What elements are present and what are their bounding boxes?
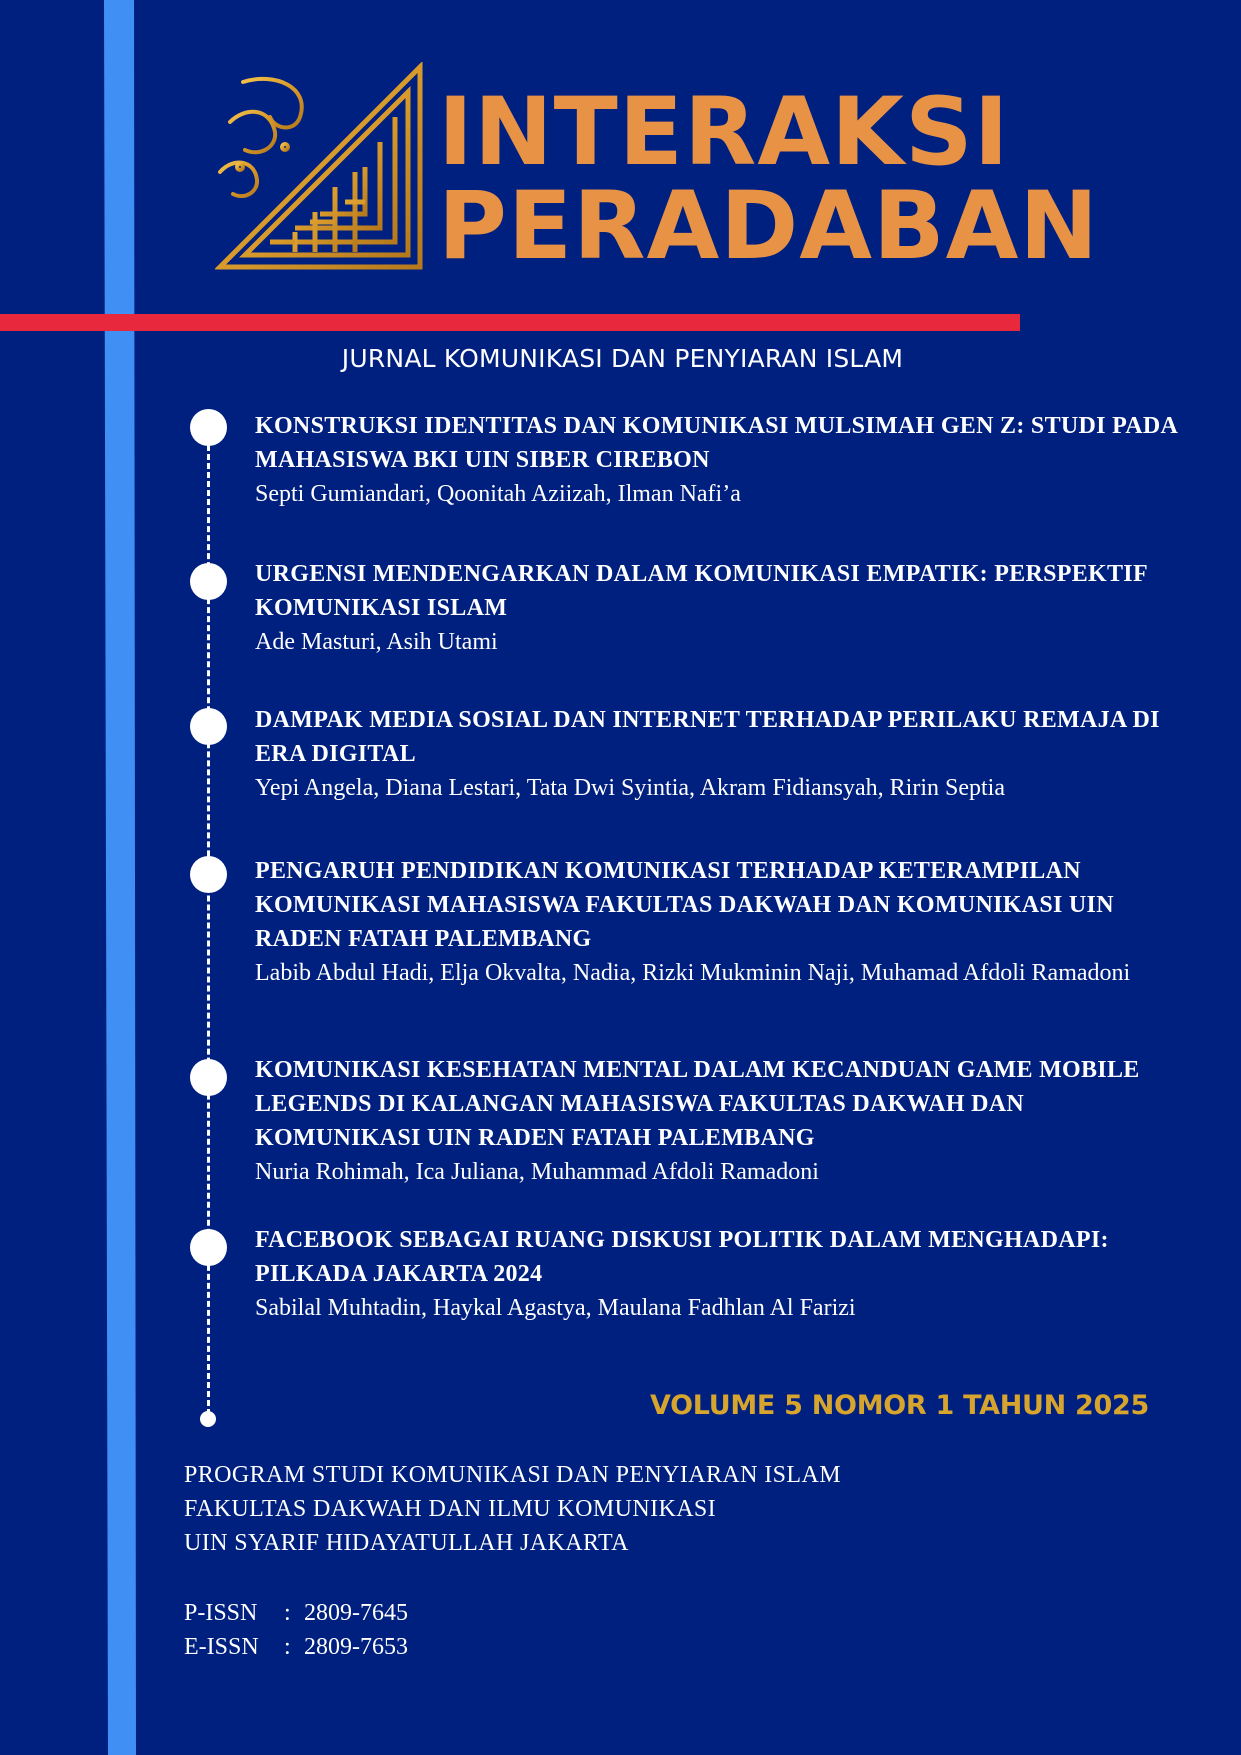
article-entry[interactable]	[255, 409, 1185, 511]
e-issn-label: E-ISSN	[184, 1634, 259, 1660]
article-entry[interactable]	[255, 1053, 1185, 1189]
article-authors: Sabilal Muhtadin, Haykal Agastya, Maulana Fadhlan Al Farizi	[255, 1295, 856, 1321]
article-entry[interactable]	[255, 557, 1185, 659]
article-title[interactable]: KONSTRUKSI IDENTITAS DAN KOMUNIKASI MULSIMAH GEN Z: STUDI PADA MAHASISWA BKI UIN SIBER CIREBON	[255, 413, 1177, 473]
issn-separator: :	[284, 1634, 291, 1660]
volume-issue-label: VOLUME 5 NOMOR 1 TAHUN 2025	[650, 1390, 1149, 1421]
issn-block	[184, 1596, 408, 1664]
article-entry[interactable]	[255, 1223, 1185, 1325]
article-title[interactable]: DAMPAK MEDIA SOSIAL DAN INTERNET TERHADAP PERILAKU REMAJA DI ERA DIGITAL	[255, 707, 1160, 767]
calligraphy-logo-icon	[215, 62, 425, 272]
e-issn-row	[184, 1630, 408, 1664]
article-authors: Nuria Rohimah, Ica Juliana, Muhammad Afdoli Ramadoni	[255, 1159, 819, 1185]
article-title[interactable]: KOMUNIKASI KESEHATAN MENTAL DALAM KECANDUAN GAME MOBILE LEGENDS DI KALANGAN MAHASISWA FAKULTAS DAKWAH DAN KOMUNIKASI UIN RADEN FATAH PALEMBANG	[255, 1057, 1140, 1151]
publisher-line: FAKULTAS DAKWAH DAN ILMU KOMUNIKASI	[184, 1496, 717, 1522]
article-authors: Ade Masturi, Asih Utami	[255, 629, 498, 655]
p-issn-label: P-ISSN	[184, 1600, 258, 1626]
journal-subtitle	[0, 344, 1241, 373]
article-title[interactable]: URGENSI MENDENGARKAN DALAM KOMUNIKASI EMPATIK: PERSPEKTIF KOMUNIKASI ISLAM	[255, 561, 1148, 621]
publisher-block	[184, 1458, 841, 1560]
timeline-dot	[190, 1059, 227, 1096]
article-title[interactable]: FACEBOOK SEBAGAI RUANG DISKUSI POLITIK DALAM MENGHADAPI: PILKADA JAKARTA 2024	[255, 1227, 1109, 1287]
timeline-dot	[190, 563, 227, 600]
p-issn-row	[184, 1596, 408, 1630]
article-entry[interactable]	[255, 703, 1185, 805]
p-issn-value: 2809-7645	[304, 1600, 408, 1626]
brand-title-line-2: PERADABAN	[438, 172, 1100, 281]
journal-subtitle-text: JURNAL KOMUNIKASI DAN PENYIARAN ISLAM	[341, 344, 904, 373]
article-entry[interactable]	[255, 854, 1185, 990]
timeline-dot	[190, 708, 227, 745]
timeline-dot	[190, 856, 227, 893]
publisher-line: UIN SYARIF HIDAYATULLAH JAKARTA	[184, 1530, 629, 1556]
article-title[interactable]: PENGARUH PENDIDIKAN KOMUNIKASI TERHADAP KETERAMPILAN KOMUNIKASI MAHASISWA FAKULTAS DAKWAH DAN KOMUNIKASI UIN RADEN FATAH PALEMBANG	[255, 858, 1114, 952]
article-authors: Yepi Angela, Diana Lestari, Tata Dwi Syintia, Akram Fidiansyah, Ririn Septia	[255, 775, 1005, 801]
timeline-end-dot	[200, 1411, 216, 1427]
horizontal-accent-bar	[0, 314, 1020, 331]
timeline-dot	[190, 1229, 227, 1266]
timeline-dot	[190, 409, 227, 446]
issn-separator: :	[284, 1600, 291, 1626]
vertical-accent-bar	[104, 0, 136, 1755]
e-issn-value: 2809-7653	[304, 1634, 408, 1660]
publisher-line: PROGRAM STUDI KOMUNIKASI DAN PENYIARAN ISLAM	[184, 1462, 841, 1488]
article-authors: Labib Abdul Hadi, Elja Okvalta, Nadia, Rizki Mukminin Naji, Muhamad Afdoli Ramadoni	[255, 960, 1131, 986]
article-authors: Septi Gumiandari, Qoonitah Aziizah, Ilman Nafi’a	[255, 481, 741, 507]
brand-title-line-1: INTERAKSI	[438, 78, 1010, 187]
